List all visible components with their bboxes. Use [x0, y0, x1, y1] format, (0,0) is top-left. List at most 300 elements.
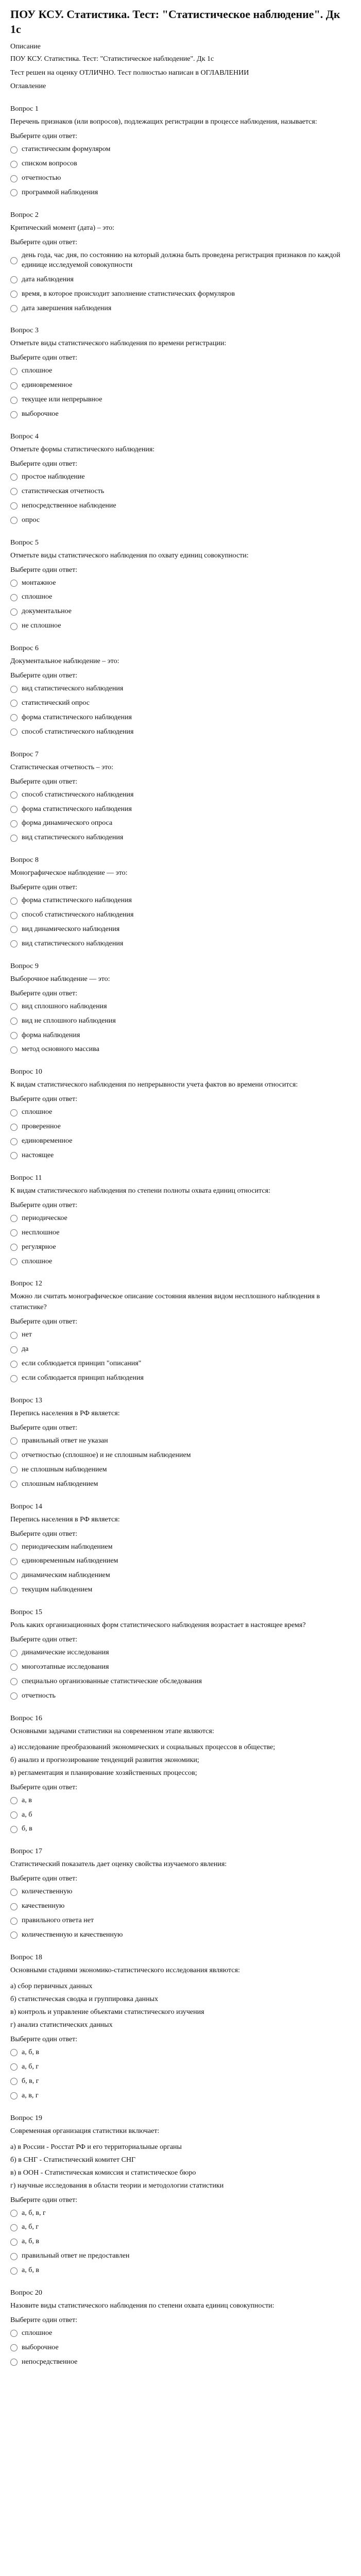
radio-button[interactable] — [10, 1452, 18, 1459]
radio-button[interactable] — [10, 1003, 18, 1010]
answer-option[interactable] — [10, 1002, 351, 1012]
answer-option[interactable] — [10, 2091, 351, 2101]
radio-button[interactable] — [10, 1229, 18, 1236]
question-block — [10, 1715, 351, 1835]
answer-option-label: несплошное — [22, 1228, 60, 1236]
answer-option[interactable] — [10, 621, 351, 631]
radio-button[interactable] — [10, 411, 18, 418]
answer-option-label: единовременным наблюдением — [22, 1557, 118, 1565]
radio-button[interactable] — [10, 2344, 18, 2351]
radio-button[interactable] — [10, 714, 18, 721]
answer-hint: Выберите один ответ: — [10, 989, 78, 997]
radio-button[interactable] — [10, 835, 18, 842]
radio-button[interactable] — [10, 473, 18, 481]
answer-option-label: не сплошным наблюдением — [22, 1465, 107, 1473]
answer-option-label: сплошное — [22, 593, 53, 601]
question-number: Вопрос 4 — [10, 432, 39, 440]
radio-button[interactable] — [10, 2049, 18, 2056]
radio-button[interactable] — [10, 1124, 18, 1131]
answer-option[interactable] — [10, 790, 351, 800]
answer-option-label: если соблюдается принцип "описания" — [22, 1360, 142, 1368]
radio-button[interactable] — [10, 1587, 18, 1594]
radio-button[interactable] — [10, 146, 18, 154]
radio-button[interactable] — [10, 397, 18, 404]
answer-option[interactable] — [10, 2077, 351, 2087]
question-number: Вопрос 19 — [10, 2114, 42, 2122]
radio-button[interactable] — [10, 305, 18, 312]
answer-option-label: вид не сплошного наблюдения — [22, 1016, 116, 1025]
question-block — [10, 211, 351, 313]
question-number: Вопрос 14 — [10, 1502, 42, 1511]
answer-option[interactable] — [10, 2329, 351, 2338]
radio-button[interactable] — [10, 623, 18, 630]
answer-option-label: динамическим наблюдением — [22, 1571, 110, 1580]
radio-button[interactable] — [10, 791, 18, 799]
answer-option-label: метод основного массива — [22, 1045, 99, 1054]
question-text: Основными стадиями экономико-статистического исследования являются: — [10, 1966, 240, 1974]
answer-option-label: а, в — [22, 1796, 32, 1804]
radio-button[interactable] — [10, 1032, 18, 1039]
question-block — [10, 1397, 351, 1489]
question-block — [10, 645, 351, 737]
answer-option[interactable] — [10, 1436, 351, 1446]
answer-hint: Выберите один ответ: — [10, 672, 78, 680]
answer-option[interactable] — [10, 833, 351, 843]
radio-button[interactable] — [10, 1918, 18, 1925]
radio-button[interactable] — [10, 1437, 18, 1445]
answer-option[interactable] — [10, 1571, 351, 1581]
answer-option[interactable] — [10, 487, 351, 497]
answer-hint: Выберите один ответ: — [10, 1636, 78, 1644]
answer-option-label: правильного ответа нет — [22, 1917, 94, 1925]
answer-option-label: выборочное — [22, 2343, 59, 2351]
answer-option[interactable] — [10, 501, 351, 511]
question-number: Вопрос 2 — [10, 211, 39, 219]
radio-button[interactable] — [10, 806, 18, 813]
question-number: Вопрос 12 — [10, 1280, 42, 1288]
question-text: Перечень признаков (или вопросов), подлежащих регистрации в процессе наблюдения, называется: — [10, 118, 317, 126]
question-block — [10, 2289, 351, 2367]
answer-option-label: текущим наблюдением — [22, 1586, 93, 1594]
question-statement: в) в ООН - Статистическая комиссия и статистическое бюро — [10, 2168, 196, 2177]
radio-button[interactable] — [10, 1466, 18, 1473]
radio-button[interactable] — [10, 728, 18, 736]
answer-option[interactable] — [10, 1810, 351, 1820]
answer-option-label: специально организованные статистические обследования — [22, 1677, 202, 1685]
radio-button[interactable] — [10, 2078, 18, 2085]
radio-button[interactable] — [10, 161, 18, 168]
description-label: Описание — [10, 43, 41, 51]
question-block — [10, 962, 351, 1055]
answer-option[interactable] — [10, 699, 351, 708]
question-number: Вопрос 11 — [10, 1174, 42, 1182]
answer-option[interactable] — [10, 395, 351, 405]
answer-option-label: форма наблюдения — [22, 1031, 80, 1039]
answer-option[interactable] — [10, 805, 351, 815]
answer-option-label: выборочное — [22, 410, 59, 418]
question-number: Вопрос 8 — [10, 856, 39, 865]
radio-button[interactable] — [10, 700, 18, 707]
answer-option[interactable] — [10, 251, 351, 270]
answer-option-label: статистическая отчетность — [22, 487, 105, 495]
question-text: Перепись населения в РФ является: — [10, 1410, 120, 1418]
radio-button[interactable] — [10, 257, 18, 264]
question-text: Роль каких организационных форм статистического наблюдения возрастает в настоящее время? — [10, 1621, 306, 1630]
question-statement: г) научные исследования в области теории и методологии статистики — [10, 2181, 224, 2190]
answer-option[interactable] — [10, 1902, 351, 1911]
answer-option[interactable] — [10, 1663, 351, 1672]
radio-button[interactable] — [10, 1664, 18, 1671]
radio-button[interactable] — [10, 175, 18, 182]
radio-button[interactable] — [10, 1544, 18, 1551]
radio-button[interactable] — [10, 1931, 18, 1939]
answer-hint: Выберите один ответ: — [10, 2316, 78, 2324]
answer-option-label: б, в — [22, 1825, 32, 1833]
question-text: Современная организация статистики включает: — [10, 2127, 160, 2135]
page-title: ПОУ КСУ. Статистика. Тест: "Статистическое наблюдение". Дк 1с — [10, 8, 340, 36]
radio-button[interactable] — [10, 1109, 18, 1116]
answer-option[interactable] — [10, 1122, 351, 1132]
answer-option[interactable] — [10, 1330, 351, 1340]
question-block — [10, 327, 351, 419]
answer-option[interactable] — [10, 1930, 351, 1940]
answer-option-label: дата наблюдения — [22, 275, 74, 283]
answer-option-label: программой наблюдения — [22, 189, 98, 197]
question-statement: г) анализ статистических данных — [10, 2021, 113, 2029]
answer-option[interactable] — [10, 2266, 351, 2276]
question-statement: б) статистическая сводка и группировка данных — [10, 1995, 159, 2003]
answer-option[interactable] — [10, 684, 351, 694]
question-block — [10, 433, 351, 526]
question-block — [10, 1280, 351, 1383]
answer-option[interactable] — [10, 159, 351, 169]
radio-button[interactable] — [10, 1046, 18, 1054]
radio-button[interactable] — [10, 1361, 18, 1368]
answer-option[interactable] — [10, 925, 351, 935]
question-text: Выборочное наблюдение — это: — [10, 975, 110, 983]
radio-button[interactable] — [10, 1018, 18, 1025]
question-block — [10, 1174, 351, 1267]
radio-button[interactable] — [10, 912, 18, 919]
answer-option[interactable] — [10, 713, 351, 723]
answer-option[interactable] — [10, 592, 351, 602]
answer-option[interactable] — [10, 1648, 351, 1658]
radio-button[interactable] — [10, 2253, 18, 2260]
radio-button[interactable] — [10, 897, 18, 905]
answer-option-label: монтажное — [22, 579, 56, 587]
answer-option[interactable] — [10, 275, 351, 285]
question-block — [10, 751, 351, 843]
answer-option-label: количественную — [22, 1888, 73, 1896]
question-statement: в) регламентация и планирование хозяйственных процессов; — [10, 1769, 197, 1777]
answer-option-label: день года, час дня, по состоянию на который должна быть проведена регистрация признаков по каждой единице исследуемой совокупности — [22, 251, 340, 269]
answer-option[interactable] — [10, 174, 351, 183]
radio-button[interactable] — [10, 276, 18, 283]
completion-note: Тест решен на оценку ОТЛИЧНО. Тест полностью написан в ОГЛАВЛЕНИИ — [10, 69, 249, 77]
radio-button[interactable] — [10, 1692, 18, 1700]
answer-option-label: сплошное — [22, 2329, 53, 2337]
radio-button[interactable] — [10, 1258, 18, 1265]
answer-option[interactable] — [10, 1228, 351, 1238]
answer-option[interactable] — [10, 1585, 351, 1595]
answer-option-label: а, б, г — [22, 2062, 39, 2071]
answer-option[interactable] — [10, 1243, 351, 1252]
question-text: Критический момент (дата) – это: — [10, 224, 114, 232]
answer-option[interactable] — [10, 1151, 351, 1161]
question-number: Вопрос 1 — [10, 105, 39, 113]
radio-button[interactable] — [10, 1650, 18, 1657]
answer-option-label: периодическим наблюдением — [22, 1543, 113, 1551]
answer-option-label: да — [22, 1345, 29, 1353]
radio-button[interactable] — [10, 291, 18, 298]
answer-option[interactable] — [10, 188, 351, 198]
answer-option[interactable] — [10, 1257, 351, 1267]
question-text: Назовите виды статистического наблюдения по степени охвата единиц совокупности: — [10, 2301, 274, 2310]
answer-hint: Выберите один ответ: — [10, 460, 78, 468]
answer-option[interactable] — [10, 607, 351, 617]
radio-button[interactable] — [10, 580, 18, 587]
description-text: ПОУ КСУ. Статистика. Тест: "Статистическое наблюдение". Дк 1с — [10, 55, 214, 63]
answer-option[interactable] — [10, 2358, 351, 2367]
answer-option-label: непосредственное — [22, 2358, 78, 2366]
radio-button[interactable] — [10, 2092, 18, 2099]
radio-button[interactable] — [10, 1678, 18, 1685]
radio-button[interactable] — [10, 1826, 18, 1833]
question-number: Вопрос 7 — [10, 750, 39, 758]
question-number: Вопрос 13 — [10, 1397, 42, 1405]
question-text: Отметьте формы статистического наблюдения: — [10, 445, 155, 453]
question-statements — [10, 2142, 351, 2191]
answer-option-label: многоэтапные исследования — [22, 1663, 109, 1671]
answer-option-label: простое наблюдение — [22, 472, 85, 481]
answer-option[interactable] — [10, 2237, 351, 2247]
radio-button[interactable] — [10, 1346, 18, 1353]
answer-hint: Выберите один ответ: — [10, 1783, 78, 1791]
radio-button[interactable] — [10, 189, 18, 196]
answer-option-label: б, в, г — [22, 2077, 39, 2085]
answer-option[interactable] — [10, 1137, 351, 1146]
radio-button[interactable] — [10, 368, 18, 375]
radio-button[interactable] — [10, 2267, 18, 2275]
answer-option-label: динамические исследования — [22, 1649, 109, 1657]
answer-option[interactable] — [10, 1045, 351, 1055]
answer-option-label: если соблюдается принцип наблюдения — [22, 1374, 144, 1382]
radio-button[interactable] — [10, 1375, 18, 1382]
answer-option[interactable] — [10, 1214, 351, 1224]
answer-option[interactable] — [10, 1031, 351, 1041]
radio-button[interactable] — [10, 1903, 18, 1910]
answer-option-label: качественную — [22, 1902, 65, 1910]
answer-hint: Выберите один ответ: — [10, 2035, 78, 2043]
answer-option[interactable] — [10, 1345, 351, 1354]
question-number: Вопрос 3 — [10, 327, 39, 335]
question-block — [10, 1068, 351, 1161]
question-text: Основными задачами статистики на современном этапе являются: — [10, 1727, 214, 1735]
answer-option[interactable] — [10, 1108, 351, 1117]
answer-option[interactable] — [10, 366, 351, 376]
question-text: Статистический показатель дает оценку свойства изучаемого явления: — [10, 1860, 227, 1869]
question-block — [10, 1954, 351, 2101]
answer-option[interactable] — [10, 939, 351, 949]
answer-option[interactable] — [10, 1691, 351, 1701]
answer-option-label: время, в которое происходит заполнение статистических формуляров — [22, 290, 235, 298]
radio-button[interactable] — [10, 1572, 18, 1580]
question-text: Отметьте виды статистического наблюдения по охвату единиц совокупности: — [10, 551, 249, 560]
question-number: Вопрос 15 — [10, 1608, 42, 1617]
question-statement: б) анализ и прогнозирование тенденций развития экономики; — [10, 1756, 199, 1764]
question-text: К видам статистического наблюдения по степени полноты охвата единиц относится: — [10, 1187, 270, 1195]
question-statement: б) в СНГ - Статистический комитет СНГ — [10, 2156, 136, 2164]
radio-button[interactable] — [10, 820, 18, 827]
answer-option-label: количественную и качественную — [22, 1931, 123, 1939]
question-block — [10, 105, 351, 198]
radio-button[interactable] — [10, 2210, 18, 2217]
answer-hint: Выберите один ответ: — [10, 777, 78, 786]
answer-option[interactable] — [10, 2251, 351, 2261]
answer-hint: Выберите один ответ: — [10, 2196, 78, 2204]
question-list — [10, 105, 351, 2367]
question-text: Статистическая отчетность – это: — [10, 763, 113, 771]
answer-option[interactable] — [10, 2209, 351, 2218]
radio-button[interactable] — [10, 1889, 18, 1896]
answer-option[interactable] — [10, 896, 351, 906]
radio-button[interactable] — [10, 940, 18, 947]
answer-option-label: статистический опрос — [22, 699, 90, 707]
radio-button[interactable] — [10, 608, 18, 616]
answer-option-label: форма статистического наблюдения — [22, 896, 132, 905]
answer-option[interactable] — [10, 381, 351, 391]
answer-option-label: отчетностью — [22, 174, 61, 182]
answer-option[interactable] — [10, 410, 351, 419]
radio-button[interactable] — [10, 926, 18, 933]
answer-option-label: способ статистического наблюдения — [22, 790, 134, 799]
radio-button[interactable] — [10, 594, 18, 601]
answer-option[interactable] — [10, 819, 351, 828]
answer-option-label: форма статистического наблюдения — [22, 805, 132, 813]
answer-hint: Выберите один ответ: — [10, 1530, 78, 1538]
document-meta — [10, 42, 351, 92]
radio-button[interactable] — [10, 1558, 18, 1565]
answer-option[interactable] — [10, 2062, 351, 2072]
question-statement: а) сбор первичных данных — [10, 1982, 93, 1990]
answer-option[interactable] — [10, 1556, 351, 1566]
question-number: Вопрос 18 — [10, 1953, 42, 1961]
answer-option-label: статистическим формуляром — [22, 145, 111, 154]
answer-option[interactable] — [10, 1359, 351, 1369]
answer-option[interactable] — [10, 910, 351, 920]
radio-button[interactable] — [10, 1811, 18, 1819]
radio-button[interactable] — [10, 517, 18, 524]
answer-option[interactable] — [10, 1465, 351, 1475]
answer-option[interactable] — [10, 1451, 351, 1461]
question-text: Документальное наблюдение – это: — [10, 657, 119, 666]
answer-option-label: а, б, в — [22, 2266, 39, 2275]
answer-hint: Выберите один ответ: — [10, 1201, 78, 1209]
answer-option[interactable] — [10, 727, 351, 737]
answer-option[interactable] — [10, 1916, 351, 1926]
answer-option-label: а, б, г — [22, 2223, 39, 2231]
answer-option[interactable] — [10, 1543, 351, 1552]
answer-hint: Выберите один ответ: — [10, 884, 78, 892]
answer-option[interactable] — [10, 1677, 351, 1687]
answer-option-label: способ статистического наблюдения — [22, 727, 134, 736]
radio-button[interactable] — [10, 382, 18, 389]
question-number: Вопрос 9 — [10, 962, 39, 970]
answer-option-label: единовременное — [22, 1137, 73, 1145]
radio-button[interactable] — [10, 1138, 18, 1145]
answer-option-label: сплошное — [22, 1257, 53, 1265]
question-block — [10, 539, 351, 632]
answer-option[interactable] — [10, 1887, 351, 1897]
answer-option-label: документальное — [22, 607, 72, 616]
answer-option-label: текущее или непрерывное — [22, 396, 102, 404]
radio-button[interactable] — [10, 686, 18, 693]
answer-option[interactable] — [10, 1824, 351, 1834]
answer-option[interactable] — [10, 1374, 351, 1383]
answer-option[interactable] — [10, 516, 351, 526]
answer-hint: Выберите один ответ: — [10, 1095, 78, 1104]
answer-option[interactable] — [10, 579, 351, 588]
answer-option-label: вид статистического наблюдения — [22, 939, 124, 947]
radio-button[interactable] — [10, 2239, 18, 2246]
answer-option-label: правильный ответ не предоставлен — [22, 2252, 130, 2260]
answer-option-label: не сплошное — [22, 622, 61, 630]
question-block — [10, 856, 351, 949]
answer-option[interactable] — [10, 2223, 351, 2232]
answer-option-label: сплошное — [22, 1108, 53, 1116]
radio-button[interactable] — [10, 1215, 18, 1222]
radio-button[interactable] — [10, 2224, 18, 2231]
question-text: Перепись населения в РФ является: — [10, 1515, 120, 1523]
answer-option[interactable] — [10, 2343, 351, 2353]
answer-option-label: непосредственное наблюдение — [22, 501, 116, 510]
radio-button[interactable] — [10, 2330, 18, 2337]
answer-option[interactable] — [10, 2048, 351, 2058]
radio-button[interactable] — [10, 2063, 18, 2071]
question-statement: а) исследование преобразований экономических и социальных процессов в обществе; — [10, 1743, 276, 1751]
answer-hint: Выберите один ответ: — [10, 566, 78, 574]
radio-button[interactable] — [10, 1244, 18, 1251]
answer-option-label: форма статистического наблюдения — [22, 713, 132, 721]
answer-option[interactable] — [10, 1796, 351, 1806]
answer-hint: Выберите один ответ: — [10, 1318, 78, 1326]
radio-button[interactable] — [10, 502, 18, 510]
answer-option[interactable] — [10, 1480, 351, 1489]
question-statements — [10, 1742, 351, 1778]
answer-option-label: настоящее — [22, 1151, 54, 1159]
radio-button[interactable] — [10, 1152, 18, 1159]
answer-hint: Выберите один ответ: — [10, 238, 78, 246]
radio-button[interactable] — [10, 1332, 18, 1339]
answer-hint: Выберите один ответ: — [10, 132, 78, 141]
radio-button[interactable] — [10, 1481, 18, 1488]
answer-option-label: а, в, г — [22, 2091, 39, 2099]
question-text: Отметьте виды статистического наблюдения по времени регистрации: — [10, 340, 227, 348]
answer-option[interactable] — [10, 472, 351, 482]
answer-option[interactable] — [10, 304, 351, 314]
toc-heading: Оглавление — [10, 82, 46, 91]
radio-button[interactable] — [10, 1797, 18, 1804]
answer-option[interactable] — [10, 145, 351, 155]
answer-option-label: единовременное — [22, 381, 73, 389]
radio-button[interactable] — [10, 488, 18, 495]
radio-button[interactable] — [10, 2359, 18, 2366]
answer-option-label: отчетностью (сплошное) и не сплошным наблюдением — [22, 1451, 191, 1459]
question-block — [10, 1608, 351, 1701]
answer-option[interactable] — [10, 290, 351, 299]
answer-option[interactable] — [10, 1016, 351, 1026]
answer-option-label: отчетность — [22, 1691, 56, 1700]
